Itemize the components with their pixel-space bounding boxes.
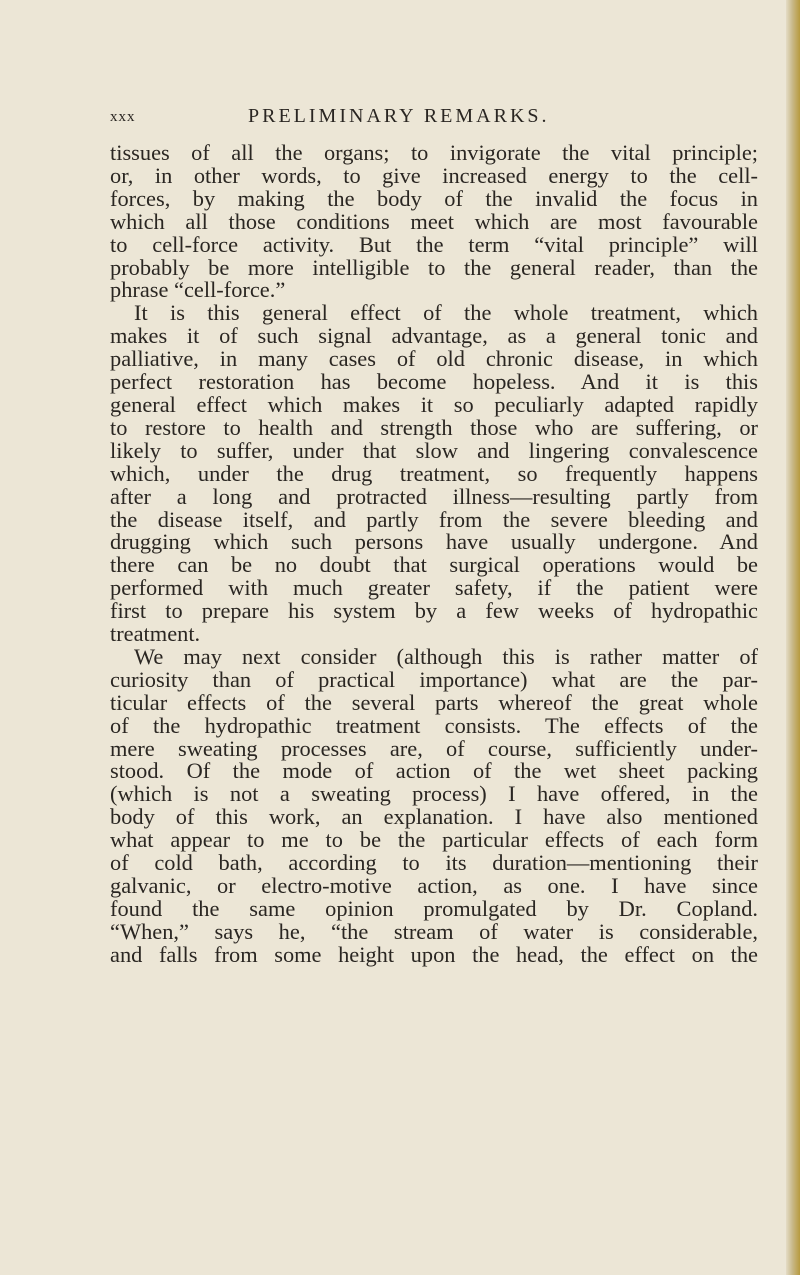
text-line: which all those conditions meet which are most favourable — [110, 208, 758, 234]
text-line: there can be no doubt that surgical operations would be — [110, 552, 758, 578]
text-line: what appear to me to be the particular effects of each form — [110, 827, 758, 853]
text-line: the disease itself, and partly from the severe bleeding and — [110, 506, 758, 532]
text-line: “When,” says he, “the stream of water is considerable, — [110, 918, 758, 944]
text-line: general effect which makes it so peculiarly adapted rapidly — [110, 391, 758, 417]
text-line: after a long and protracted illness—resulting partly from — [110, 483, 758, 509]
text-line: tissues of all the organs; to invigorate the vital principle; — [110, 140, 758, 165]
text-line: likely to suffer, under that slow and lingering convalescence — [110, 437, 758, 463]
text-line: treatment. — [110, 621, 201, 647]
text-line: perfect restoration has become hopeless. And it is this — [110, 369, 758, 395]
text-line: makes it of such signal advantage, as a general tonic and — [110, 323, 758, 349]
text-line: galvanic, or electro-motive action, as one. I have since — [110, 873, 758, 898]
text-line: and falls from some height upon the head, the effect on the — [110, 941, 758, 967]
page-header — [0, 103, 790, 133]
text-line: first to prepare his system by a few weeks of hydropathic — [110, 598, 758, 624]
text-line: performed with much greater safety, if the patient were — [110, 575, 758, 601]
text-line: phrase “cell-force.” — [110, 277, 286, 303]
text-line: probably be more intelligible to the general reader, than the — [110, 254, 758, 280]
text-line: to restore to health and strength those who are suffering, or — [110, 414, 758, 440]
text-line: (which is not a sweating process) I have offered, in the — [110, 781, 758, 807]
text-line: found the same opinion promulgated by Dr. Copland. — [110, 895, 758, 921]
text-line: which, under the drug treatment, so frequently happens — [110, 460, 758, 486]
text-line: It is this general effect of the whole treatment, which — [134, 300, 758, 326]
text-line: body of this work, an explanation. I have also mentioned — [110, 804, 758, 830]
page-edge — [786, 0, 800, 1275]
text-line: mere sweating processes are, of course, sufficiently under- — [110, 735, 758, 761]
page-number: xxx — [110, 109, 136, 125]
text-line: or, in other words, to give increased energy to the cell- — [110, 162, 758, 188]
text-line: ticular effects of the several parts whereof the great whole — [110, 689, 758, 715]
text-line: stood. Of the mode of action of the wet sheet packing — [110, 758, 758, 784]
text-line: of the hydropathic treatment consists. The effects of the — [110, 712, 758, 738]
running-head: PRELIMINARY REMARKS. — [248, 105, 550, 127]
text-line: drugging which such persons have usually undergone. And — [110, 529, 758, 555]
text-line: to cell-force activity. But the term “vital principle” will — [110, 231, 758, 257]
text-line: forces, by making the body of the invalid the focus in — [110, 185, 758, 211]
text-line: palliative, in many cases of old chronic disease, in which — [110, 346, 758, 372]
text-line: of cold bath, according to its duration—mentioning their — [110, 850, 758, 876]
text-line: We may next consider (although this is rather matter of — [134, 643, 758, 669]
body-text — [110, 142, 758, 967]
text-line: curiosity than of practical importance) what are the par- — [110, 666, 758, 692]
